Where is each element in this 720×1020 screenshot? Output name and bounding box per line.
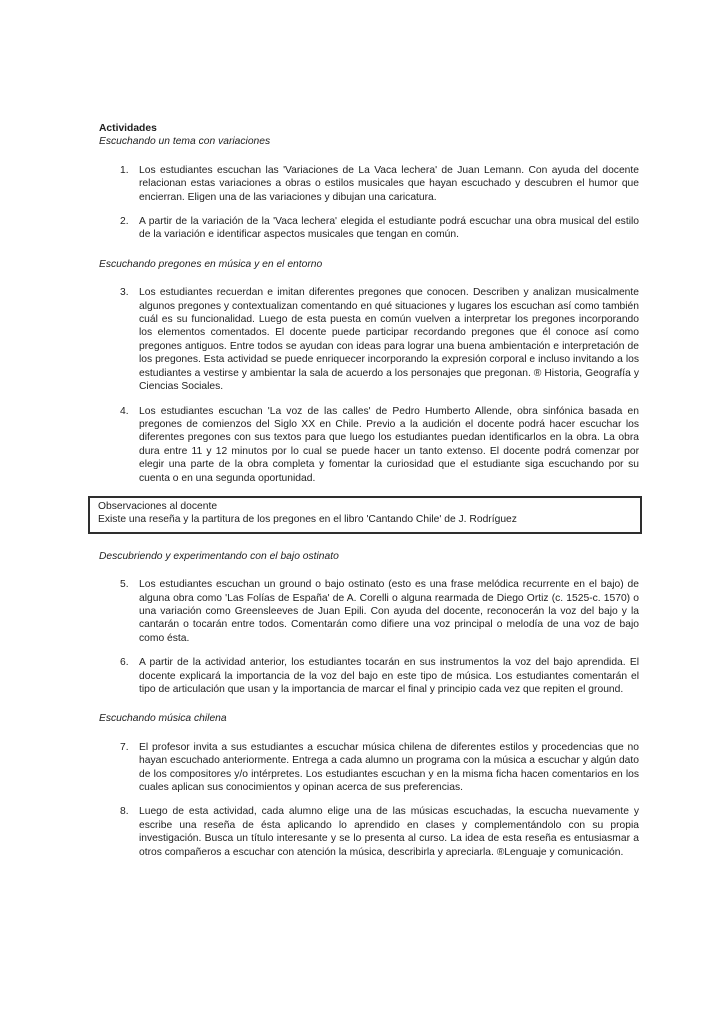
list-item-number: 5. <box>120 579 129 591</box>
page-content <box>99 122 639 870</box>
list-item <box>99 215 639 242</box>
list-item-text: A partir de la actividad anterior, los estudiantes tocarán en sus instrumentos la voz del bajo aprendida. El docente explicará la importancia de la voz del bajo en este tipo de música. Los estudiantes comentarán el tipo de articulación que usan y la importancia de marcar el final y principio cada vez que repiten el ground. <box>139 657 639 695</box>
list-item-number: 8. <box>120 806 129 818</box>
list-item-number: 7. <box>120 741 129 753</box>
section-heading-tema-con-variaciones: Escuchando un tema con variaciones <box>99 136 271 148</box>
list-item <box>99 656 639 696</box>
list-item-text: Los estudiantes escuchan las 'Variaciones de La Vaca lechera' de Juan Lemann. Con ayuda del docente relacionan estas variaciones a obras o estilos musicales que hayan escuchado y descubren el humor que encierran. Eligen una de las variaciones y dibujan una caricatura. <box>139 164 639 203</box>
list-item-text: El profesor invita a sus estudiantes a escuchar música chilena de diferentes estilos y procedencias que no hayan escuchado anteriormente. Entrega a cada alumno un programa con la música a escuchar y algún dato de los compositores y/o intérpretes. Los estudiantes escuchan y en la misma ficha hacen comentarios en los cuales aplican sus conocimientos y opinan acerca de sus preferencias. <box>139 741 639 794</box>
list-item <box>99 286 639 393</box>
teacher-note-title: Observaciones al docente <box>98 500 218 512</box>
list-item <box>99 164 639 204</box>
list-item-text: Los estudiantes escuchan un ground o bajo ostinato (esto es una frase melódica recurrente en el bajo) de alguna obra como 'Las Folías de España' de A. Corelli o alguna rearmada de Diego Ortiz (c. 1525-c. 1570) o una variación como Greensleeves de Juan Epili. Con ayuda del docente, reconocerán la voz del bajo y la cantarán o tocarán entre todos. Comentarán como difiere una voz principal o melodía de una voz de bajo como ésta. <box>139 579 639 644</box>
list-item-text: Los estudiantes recuerdan e imitan diferentes pregones que conocen. Describen y analizan musicalmente algunos pregones y contextualizan comentando en qué situaciones y lugares los escuchan así como también cuál es su funcionalidad. Luego de esta puesta en común vuelven a interpretar los pregones incorporando los elementos comentados. El docente puede participar recordando pregones que él conoce así como pregones antiguos. Entre todos se ayudan con ideas para lograr una buena ambientación e interpretación de los pregones. Esta actividad se puede enriquecer incorporando la expresión corporal e incluso invitando a los estudiantes a vestirse y ambientar la sala de acuerdo a los personajes que pregonan. ® Historia, Geografía y Ciencias Sociales. <box>139 287 639 393</box>
list-item-text: Luego de esta actividad, cada alumno elige una de las músicas escuchadas, la escucha nuevamente y escribe una reseña de ésta aplicando lo aprendido en clases y complementándolo con su propia investigación. Busca un título interesante y se lo presenta al curso. La idea de esta reseña es entusiasmar a otros compañeros a escuchar con atención la música, describirla y apreciarla. ®Lenguaje y comunicación. <box>139 806 639 858</box>
list-item <box>99 741 639 795</box>
list-item-number: 1. <box>120 164 129 176</box>
teacher-note-box <box>88 496 642 534</box>
section-heading-musica-chilena: Escuchando música chilena <box>99 713 227 725</box>
list-item-text: A partir de la variación de la 'Vaca lechera' elegida el estudiante podrá escuchar una obra musical del estilo de la variación e identificar aspectos musicales que tengan en común. <box>139 216 639 241</box>
list-item-number: 4. <box>120 405 129 417</box>
list-item-text: Los estudiantes escuchan 'La voz de las calles' de Pedro Humberto Allende, obra sinfónica basada en pregones de comienzos del Siglo XX en Chile. Previo a la audición el docente podrá hacer escuchar los diferentes pregones con sus textos para que luego los estudiantes puedan identificarlos en la obra. La obra dura entre 11 y 12 minutos por lo cual se puede hacer un tanto extenso. El docente podrá comenzar por elegir una parte de la obra completa y fomentar la curiosidad que el estudiante siga escuchando por su cuenta o en una segunda oportunidad. <box>139 405 639 484</box>
list-item-number: 2. <box>120 216 129 228</box>
list-item <box>99 405 639 485</box>
list-item <box>99 805 639 859</box>
list-item-number: 3. <box>120 287 129 299</box>
section-heading-bajo-ostinato: Descubriendo y experimentando con el bajo ostinato <box>99 550 339 562</box>
list-item <box>99 578 639 645</box>
activities-title: Actividades <box>99 123 157 134</box>
teacher-note-body: Existe una reseña y la partitura de los pregones en el libro 'Cantando Chile' de J. Rodríguez <box>98 514 517 526</box>
section-heading-pregones: Escuchando pregones en música y en el entorno <box>99 258 323 270</box>
list-item-number: 6. <box>120 657 129 669</box>
